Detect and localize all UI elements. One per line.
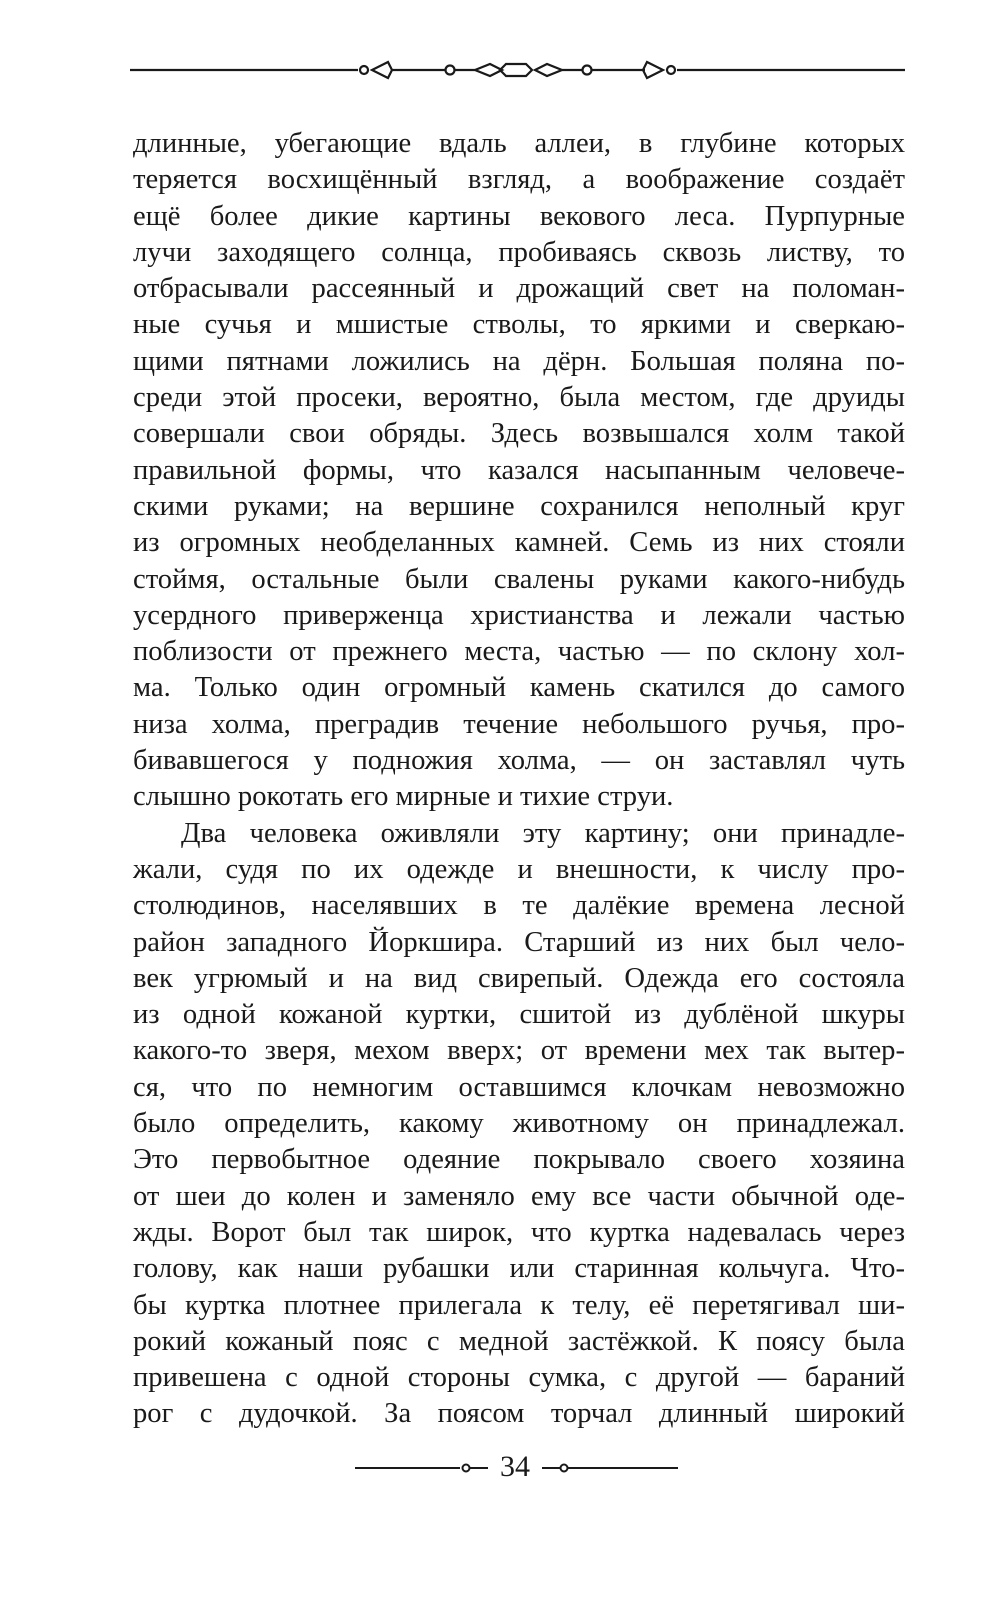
- text-line: привешена с одной стороны сумка, с другой — бараний: [133, 1362, 905, 1394]
- text-line: Два человека оживляли эту картину; они принадле-: [181, 817, 905, 849]
- text-line: жали, судя по их одежде и внешности, к числу про-: [133, 853, 905, 885]
- text-line: ещё более дикие картины векового леса. Пурпурные: [133, 200, 905, 232]
- text-line: ма. Только один огромный камень скатился до самого: [133, 672, 905, 704]
- text-line: было определить, какому животному он принадлежал.: [133, 1108, 905, 1140]
- text-line: скими руками; на вершине сохранился неполный круг: [133, 490, 905, 522]
- text-line: стоймя, остальные были свалены руками какого-нибудь: [133, 563, 905, 595]
- text-line: рокий кожаный пояс с медной застёжкой. К поясу была: [133, 1325, 905, 1357]
- top-ornament-divider: [130, 52, 905, 92]
- text-line: усердного приверженца христианства и лежали частью: [133, 599, 905, 631]
- text-line: столюдинов, населявших в те далёкие времена лесной: [133, 890, 905, 922]
- text-line: совершали свои обряды. Здесь возвышался холм такой: [133, 418, 905, 450]
- text-line: бы куртка плотнее прилегала к телу, её перетягивал ши-: [133, 1289, 905, 1321]
- page-number: 34: [500, 1450, 530, 1483]
- text-line: голову, как наши рубашки или старинная кольчуга. Что-: [133, 1253, 905, 1285]
- text-line: какого-то зверя, мехом вверх; от времени мех так вытер-: [133, 1035, 905, 1067]
- paragraph-1: [133, 126, 905, 816]
- text-line: правильной формы, что казался насыпанным человече-: [133, 454, 905, 486]
- text-line: ные сучья и мшистые стволы, то яркими и сверкаю-: [133, 309, 905, 341]
- text-line: рог с дудочкой. За поясом торчал длинный широкий: [133, 1398, 905, 1430]
- text-line: среди этой просеки, вероятно, была местом, где друиды: [133, 382, 905, 414]
- text-line: низа холма, преградив течение небольшого ручья, про-: [133, 708, 905, 740]
- page-footer: [350, 1448, 680, 1492]
- text-line: щими пятнами ложились на дёрн. Большая поляна по-: [133, 345, 905, 377]
- text-line: век угрюмый и на вид свирепый. Одежда его состояла: [133, 962, 905, 994]
- text-line: жды. Ворот был так широк, что куртка надевалась через: [133, 1216, 905, 1248]
- text-line: район западного Йоркшира. Старший из них был чело-: [133, 926, 905, 958]
- text-line: Это первобытное одеяние покрывало своего хозяина: [133, 1144, 905, 1176]
- text-line: теряется восхищённый взгляд, а воображение создаёт: [133, 164, 905, 196]
- text-line: от шеи до колен и заменяло ему все части обычной оде-: [133, 1180, 905, 1212]
- text-line: лучи заходящего солнца, пробиваясь сквозь листву, то: [133, 236, 905, 268]
- text-line: длинные, убегающие вдаль аллеи, в глубине которых: [133, 128, 905, 159]
- text-line: слышно рокотать его мирные и тихие струи.: [133, 781, 674, 813]
- text-line: бивавшегося у подножия холма, — он заставлял чуть: [133, 745, 905, 777]
- paragraph-2: [133, 816, 905, 1433]
- text-line: ся, что по немногим оставшимся клочкам невозможно: [133, 1071, 905, 1103]
- text-line: из огромных необделанных камней. Семь из них стояли: [133, 527, 905, 559]
- text-line: поблизости от прежнего места, частью — по склону хол-: [133, 636, 905, 668]
- body-text: [133, 126, 905, 1433]
- text-line: из одной кожаной куртки, сшитой из дублёной шкуры: [133, 999, 905, 1031]
- text-line: отбрасывали рассеянный и дрожащий свет на поломан-: [133, 273, 905, 305]
